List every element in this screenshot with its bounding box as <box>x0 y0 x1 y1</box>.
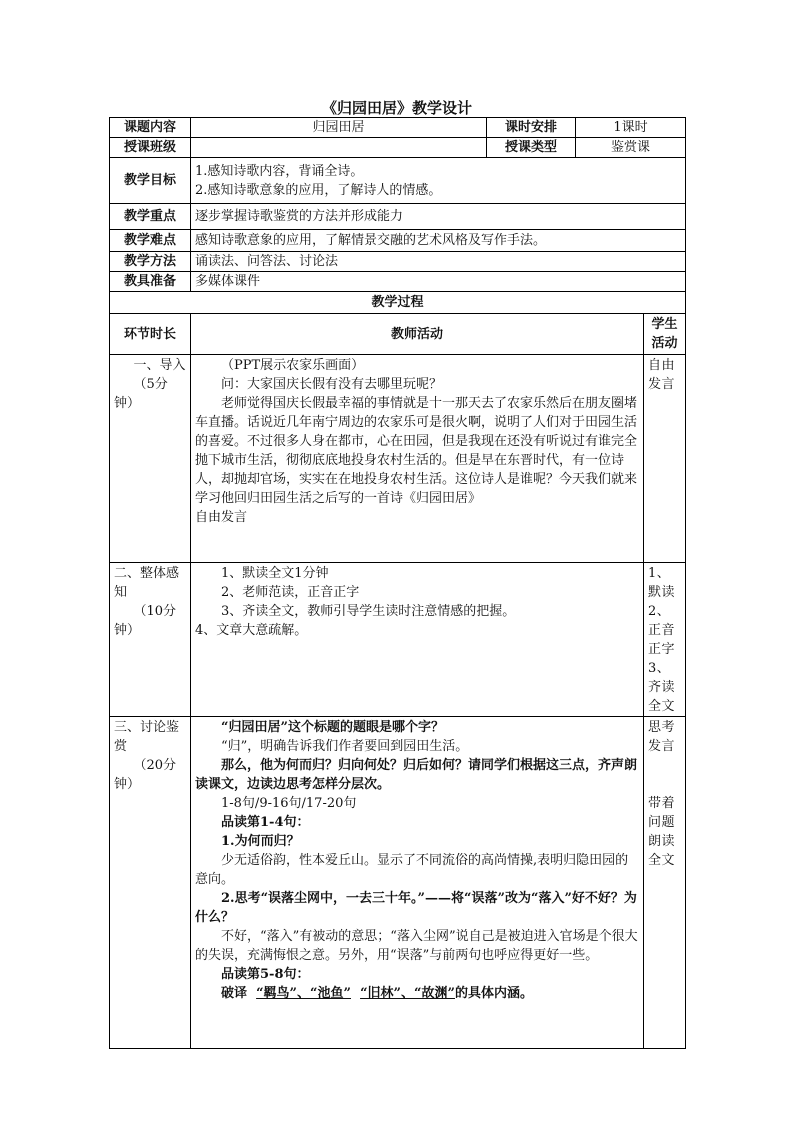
row-key <box>110 204 686 230</box>
spacer <box>648 756 681 794</box>
teacher-line: 3、齐读全文，教师引导学生读时注意情感的把握。 <box>221 604 516 619</box>
difficulty-value: 感知诗歌意象的应用，了解情景交融的艺术风格及写作手法。 <box>191 230 686 252</box>
stage-name: 一、导入 <box>133 358 186 373</box>
teacher-span: “羁鸟”、“池鱼” <box>256 986 351 1001</box>
teacher-activity-overview <box>191 563 644 717</box>
teacher-line: 少无适俗韵，性本爱丘山。显示了不同流俗的高尚情操,表明归隐田园的意向。 <box>195 853 629 887</box>
type-label: 授课类型 <box>487 138 576 158</box>
teacher-line: “归”，明确告诉我们作者要回到园田生活。 <box>221 739 469 754</box>
stage-name: 二、整体感知 <box>114 566 180 600</box>
teacher-line: 老师觉得国庆长假最幸福的事情就是十一那天去了农家乐然后在朋友圈堵车直播。话说近几年南宁周边的农家乐可是很火啊，说明了人们对于田园生活的喜爱。不过很多人身在都市，心在田园，但是我现在还没有听说过有谁完全抛下城市生活，彻彻底底地投身农村生活的。但是早在东晋时代，有一位诗人，却抛却官场，实实在在地投身农村生活。这位诗人是谁呢？今天我们就来学习他回归田园生活之后写的一首诗《归园田居》 <box>195 396 638 506</box>
topic-label: 课题内容 <box>110 118 191 138</box>
stage-time: （10分钟） <box>114 604 177 638</box>
stage-name: 三、讨论鉴赏 <box>114 720 180 754</box>
student-line: 3、齐读全文 <box>648 661 676 714</box>
row-process-heading <box>110 292 686 314</box>
teacher-line: （PPT展示农家乐画面） <box>221 358 365 373</box>
teacher-line: 1、默读全文1分钟 <box>221 566 329 581</box>
class-label: 授课班级 <box>110 138 191 158</box>
teacher-line: 2.思考“误落尘网中，一去三十年。”——将“误落”改为“落入”好不好？为什么？ <box>195 891 637 925</box>
goal-line-2: 2.感知诗歌意象的应用，了解诗人的情感。 <box>195 182 442 198</box>
teacher-line: 不好，“落入”有被动的意思；“落入尘网”说自己是被迫进入官场是个很大的失误，充满悔恨之意。另外，用“误落”与前两句也呼应得更好一些。 <box>195 929 638 963</box>
stage-row-overview <box>110 563 686 717</box>
tools-label: 教具准备 <box>110 272 191 292</box>
row-process-header <box>110 314 686 355</box>
teacher-activity-intro <box>191 355 644 563</box>
teacher-line: 1-8句/9-16句/17-20句 <box>221 796 357 811</box>
student-line: 带着问题朗读全文 <box>648 796 676 868</box>
hours-label: 课时安排 <box>487 118 576 138</box>
teacher-line: 1.为何而归？ <box>221 834 300 849</box>
student-activity-intro: 自由发言 <box>644 355 686 563</box>
teacher-activity-discussion <box>191 717 644 1049</box>
key-value: 逐步掌握诗歌鉴赏的方法并形成能力 <box>191 204 686 230</box>
stage-row-intro <box>110 355 686 563</box>
student-line: 1、默读 <box>648 566 676 600</box>
document-title: 《归园田居》教学设计 <box>321 99 472 117</box>
student-activity-discussion <box>644 717 686 1049</box>
teacher-line: 品读第1-4句： <box>221 815 310 830</box>
teacher-line <box>195 984 639 1003</box>
student-line: 思考发言 <box>648 720 676 754</box>
student-line: 2、正音正字 <box>648 604 676 657</box>
stage-row-discussion <box>110 717 686 1049</box>
teacher-line: 4、文章大意疏解。 <box>195 623 308 638</box>
teacher-line: 问：大家国庆长假有没有去哪里玩呢？ <box>221 377 443 392</box>
process-heading: 教学过程 <box>110 292 686 314</box>
goal-label: 教学目标 <box>110 158 191 204</box>
stage-time: （20分钟） <box>114 758 177 792</box>
stage-cell-overview <box>110 563 191 717</box>
teacher-span: 的具体内涵。 <box>454 986 533 1001</box>
goal-line-1: 1.感知诗歌内容，背诵全诗。 <box>195 163 364 179</box>
stage-time: （5分钟） <box>114 377 168 411</box>
type-value: 鉴赏课 <box>576 138 686 158</box>
teacher-span: “旧林”、“故渊” <box>360 986 455 1001</box>
teacher-line: 自由发言 <box>195 510 248 525</box>
teacher-line: 2、老师范读，正音正字 <box>221 585 360 600</box>
teacher-span: 破译 <box>221 986 248 1001</box>
class-value <box>191 138 487 158</box>
col-teacher-header: 教师活动 <box>191 314 644 355</box>
row-difficulty <box>110 230 686 252</box>
difficulty-label: 教学难点 <box>110 230 191 252</box>
student-activity-overview <box>644 563 686 717</box>
row-class <box>110 138 686 158</box>
teacher-line: 那么，他为何而归？归向何处？归后如何？请同学们根据这三点，齐声朗读课文，边读边思考怎样分层次。 <box>195 758 638 792</box>
goal-value <box>191 158 686 204</box>
method-value: 诵读法、问答法、讨论法 <box>191 252 686 272</box>
row-method <box>110 252 686 272</box>
col-student-header: 学生活动 <box>644 314 686 355</box>
key-label: 教学重点 <box>110 204 191 230</box>
teacher-line: 品读第5-8句： <box>221 967 310 982</box>
method-label: 教学方法 <box>110 252 191 272</box>
col-stage-header: 环节时长 <box>110 314 191 355</box>
teacher-line: “归园田居”这个标题的题眼是哪个字？ <box>221 720 444 735</box>
hours-value: 1课时 <box>576 118 686 138</box>
lesson-plan-table <box>109 117 686 1049</box>
tools-value: 多媒体课件 <box>191 272 686 292</box>
topic-value: 归园田居 <box>191 118 487 138</box>
stage-cell-intro <box>110 355 191 563</box>
row-tools <box>110 272 686 292</box>
row-topic <box>110 118 686 138</box>
row-goal <box>110 158 686 204</box>
stage-cell-discussion <box>110 717 191 1049</box>
